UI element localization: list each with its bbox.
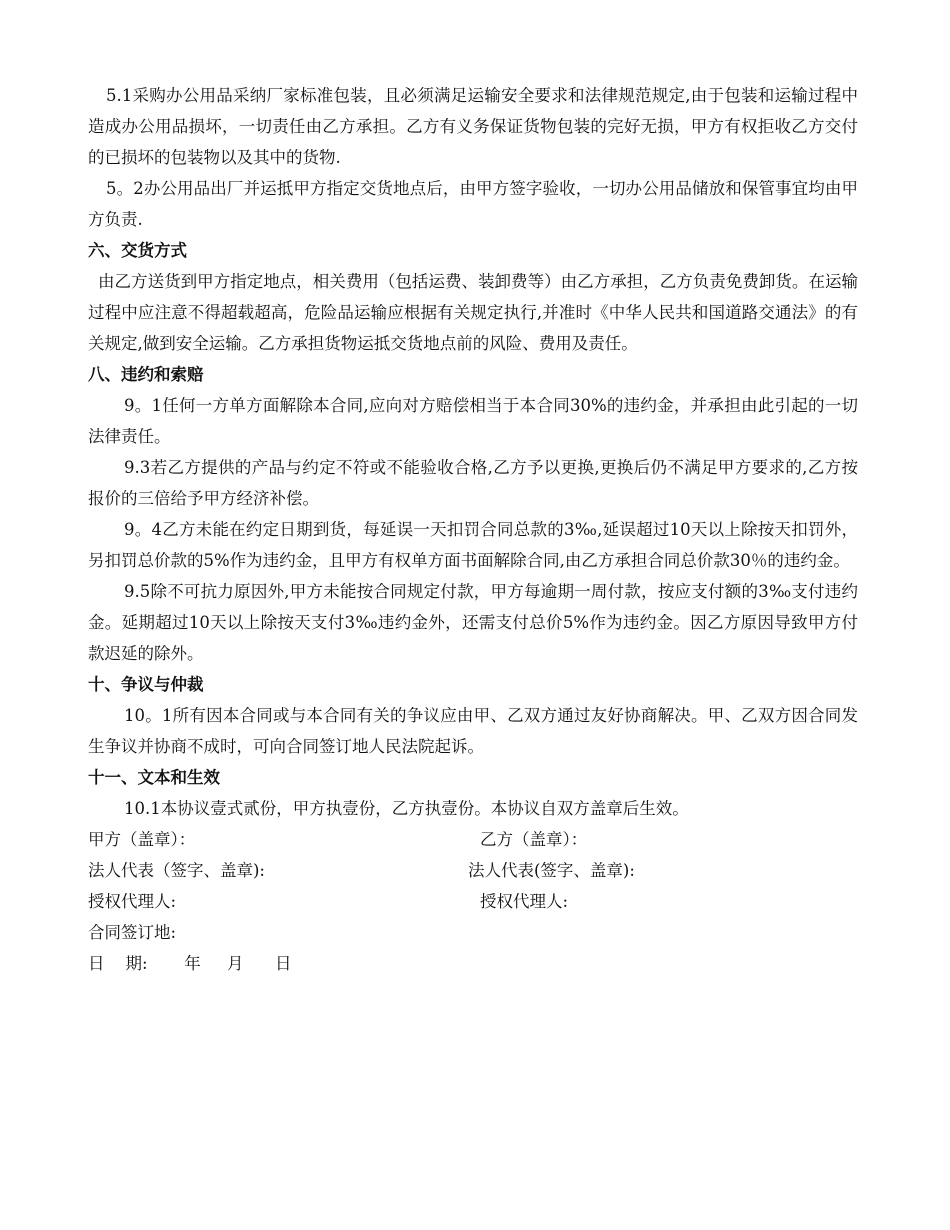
clause-9-1: 9。1任何一方单方面解除本合同,应向对方赔偿相当于本合同30%的违约金，并承担由此引起的一切法律责任。 (88, 396, 858, 446)
party-a-agent-label: 授权代理人: (88, 892, 177, 911)
signing-place-label: 合同签订地: (88, 923, 177, 942)
contract-page (88, 80, 858, 979)
section-heading-dispute: 十、争议与仲裁 (88, 675, 204, 694)
clause-5-1: 5.1采购办公用品采纳厂家标准包装，且必须满足运输安全要求和法律规范规定,由于包装和运输过程中造成办公用品损坏，一切责任由乙方承担。乙方有义务保证货物包装的完好无损，甲方有权拒收乙方交付的已损坏的包装物以及其中的货物. (88, 86, 858, 167)
section-heading-delivery: 六、交货方式 (88, 241, 187, 260)
section-heading-breach: 八、违约和索赔 (88, 365, 204, 384)
clause-9-4: 9。4乙方未能在约定日期到货，每延误一天扣罚合同总款的3‰,延误超过10天以上除按天扣罚外，另扣罚总价款的5%作为违约金，且甲方有权单方面书面解除合同,由乙方承担合同总价款30％的违约金。 (88, 520, 858, 570)
representative-row (88, 855, 858, 886)
party-b-rep-label: 法人代表(签字、盖章): (468, 861, 635, 880)
date-line: 日 期: 年 月 日 (88, 954, 292, 973)
clause-10-1-dispute: 10。1所有因本合同或与本合同有关的争议应由甲、乙双方通过友好协商解决。甲、乙双方因合同发生争议并协商不成时，可向合同签订地人民法院起诉。 (88, 706, 858, 756)
party-b-agent-label: 授权代理人: (480, 892, 569, 911)
clause-10-1-effect: 10.1本协议壹式贰份，甲方执壹份，乙方执壹份。本协议自双方盖章后生效。 (124, 799, 689, 818)
seal-row (88, 824, 858, 855)
section-heading-effect: 十一、文本和生效 (88, 768, 220, 787)
party-a-rep-label: 法人代表（签字、盖章): (88, 861, 265, 880)
agent-row (88, 886, 858, 917)
party-a-seal-label: 甲方（盖章）： (88, 830, 196, 849)
delivery-paragraph: 由乙方送货到甲方指定地点，相关费用（包括运费、装卸费等）由乙方承担，乙方负责免费卸货。在运输过程中应注意不得超载超高，危险品运输应根据有关规定执行,并准时《中华人民共和国道路交通法》的有关规定,做到安全运输。乙方承担货物运抵交货地点前的风险、费用及责任。 (88, 272, 858, 353)
signing-place-row (88, 917, 858, 948)
clause-9-5: 9.5除不可抗力原因外,甲方未能按合同规定付款，甲方每逾期一周付款，按应支付额的3‰支付违约金。延期超过10天以上除按天支付3‰违约金外，还需支付总价5%作为违约金。因乙方原因导致甲方付款迟延的除外。 (88, 582, 858, 663)
party-b-seal-label: 乙方（盖章）： (480, 830, 588, 849)
clause-5-2: 5。2办公用品出厂并运抵甲方指定交货地点后，由甲方签字验收，一切办公用品储放和保管事宜均由甲方负责. (88, 179, 858, 229)
clause-9-3: 9.3若乙方提供的产品与约定不符或不能验收合格,乙方予以更换,更换后仍不满足甲方要求的,乙方按报价的三倍给予甲方经济补偿。 (88, 458, 858, 508)
